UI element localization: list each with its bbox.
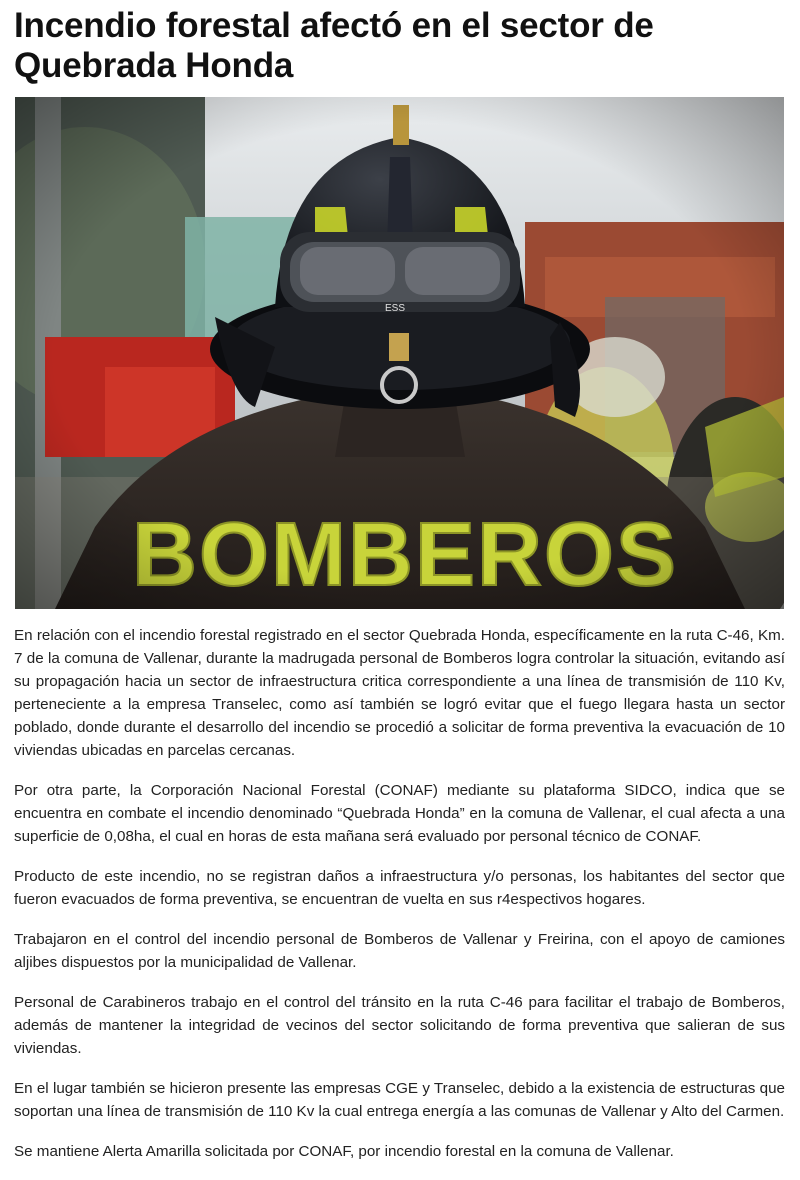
paragraph: Producto de este incendio, no se registran daños a infraestructura y/o personas, los habitantes del sector que fueron evacuados de forma preventiva, se encuentran de vuelta en sus r4espectivos hogares. [14, 868, 785, 908]
article-body [14, 624, 785, 1180]
paragraph: En relación con el incendio forestal registrado en el sector Quebrada Honda, específicamente en la ruta C-46, Km. 7 de la comuna de Vallenar, durante la madrugada personal de Bomberos logra controlar la situación, evitando así su propagación hacia un sector de infraestructura critica correspondiente a una línea de transmisión de 110 Kv, perteneciente a la empresa Transelec, como así también se logró evitar que el fuego llegara hasta un sector poblado, donde durante el desarrollo del incendio se procedió a solicitar de forma preventiva la evacuación de 10 viviendas ubicadas en parcelas cercanas. [14, 627, 785, 759]
paragraph: En el lugar también se hicieron presente las empresas CGE y Transelec, debido a la existencia de estructuras que soportan una línea de transmisión de 110 Kv la cual entrega energía a las comunas de Vallenar y Alto del Carmen. [14, 1080, 785, 1120]
paragraph: Trabajaron en el control del incendio personal de Bomberos de Vallenar y Freirina, con el apoyo de camiones aljibes dispuestos por la municipalidad de Vallenar. [14, 931, 785, 971]
article-title: Incendio forestal afectó en el sector de Quebrada Honda [14, 6, 654, 85]
paragraph: Se mantiene Alerta Amarilla solicitada por CONAF, por incendio forestal en la comuna de Vallenar. [14, 1143, 674, 1160]
paragraph: Por otra parte, la Corporación Nacional Forestal (CONAF) mediante su plataforma SIDCO, indica que se encuentra en combate el incendio denominado “Quebrada Honda” en la comuna de Vallenar, el cual afecta a una superficie de 0,08ha, el cual en horas de esta mañana será evaluado por personal técnico de CONAF. [14, 782, 785, 845]
article-photo [15, 97, 784, 609]
paragraph: Personal de Carabineros trabajo en el control del tránsito en la ruta C-46 para facilitar el trabajo de Bomberos, además de mantener la integridad de vecinos del sector solicitando de forma preventiva que salieran de sus viviendas. [14, 994, 785, 1057]
firefighter-photo-icon [15, 97, 784, 609]
